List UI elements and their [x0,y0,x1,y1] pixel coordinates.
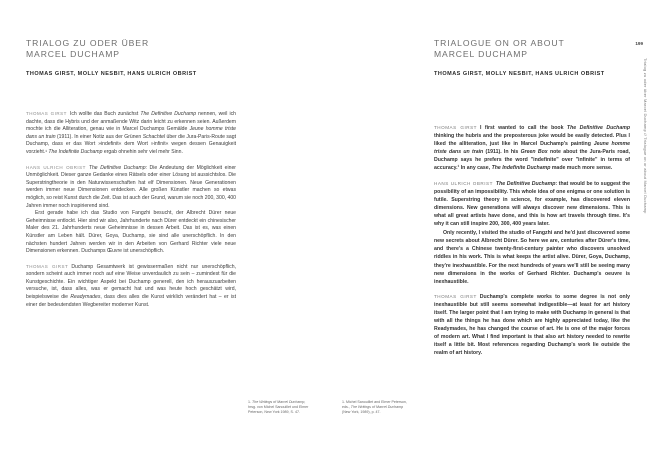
running-header-vertical: Trialog zu oder über Marcel Duchamp // Trialogue on or about Marcel Duchamp [643,58,648,214]
text-run: thinking the hubris and the preposterous joke would be easily detected. Plus I liked the alliteration, just like in Marcel Duchamp's painting [434,133,630,148]
italic-title: The Definitive Duchamp [495,180,556,187]
italic-title: The Indefinite Duchamp [48,148,103,155]
left-footnote [248,400,310,414]
left-page-title [26,38,149,60]
left-paragraph-4 [26,263,236,310]
text-run: : Die Andeutung der Möglichkeit einer Unmöglichkeit. Dieser ganze Gedanke eines Rätsels oder einer Lösung ist aussichtslos. Die Superstringtheorie in den Naturwissenschaften hat elf Dimensionen. Neue Generationen werden immer neue Dimensionen entdecken. Alle großen Künstler machen so etwas möglich, so reist Kunst durch die Zeit. Das ist auch der Grund, warum sie noch 200, 300, 400 Jahren immer noch inspirierend sind. [26,164,237,209]
text-run: Duchamp's complete works to some degree is not only inexhaustible but still seems somewhat indigestible—at least for art history itself. The larger point that I am trying to make with Duchamp in general is that with all the things he has done which are highly appreciated today, like the Readymades, he has changed the course of art. He is one of the major forces of modern art. What I find important is that also art history needed to rewrite itself a little bit. Most references regarding Duchamp's work lie outside the realm of art history. [434,293,630,357]
italic-title: Jeune homme triste dans un train [434,141,631,156]
left-paragraph-1 [26,110,236,157]
speaker-label: HANS ULRICH OBRIST [26,164,86,170]
right-footnote [342,400,412,414]
italic-title: Schachtel [142,133,166,140]
speaker-label: THOMAS GIRST [434,293,477,299]
text-run: I first wanted to call the book [479,125,567,131]
italic-title: The Definitive Duchamp [566,125,630,131]
italic-title: Green Box [520,149,548,156]
left-title-line-1: TRIALOG ZU ODER ÜBER [26,38,150,48]
italic-title: The Definitive Duchamp [140,111,197,117]
left-authors: THOMAS GIRST, MOLLY NESBIT, HANS ULRICH OBRIST [26,71,197,77]
speaker-label: THOMAS GIRST [434,125,477,130]
text-run: nennen, weil ich dachte, dass die Hybris und der anmaßende Witz darin leicht zu erkennen seien. Außerdem mochte ich die Alliteration, genau wie in Marcel Duchamps Gemälde [26,111,236,133]
right-title-line-1: TRIALOGUE ON OR ABOUT [434,38,565,48]
text-run: 1. Michel Sanouillet and Elmer Peterson, eds., [342,400,407,409]
italic-title: Readymades [70,294,101,301]
right-page-title [434,38,565,60]
italic-title: The Indefinite Duchamp [491,165,551,172]
italic-title: Jeune homme triste dans un train [26,126,236,140]
italic-title: The Definitive Duchamp [88,164,146,171]
text-run: über die Jura-Paris-Route sagt Duchamp, dass er das Wort »indefinit« dem Wort »infinit« wegen dessen Genauigkeit vorzieht.¹ [26,133,237,155]
left-body-column [26,110,236,316]
right-paragraph-4 [434,293,630,358]
text-run: , dass dies alles die Kunst wirklich verändert hat – er ist einer der bedeutendsten Wegbereiter moderner Kunst. [26,294,236,308]
text-run: 1. [248,400,252,404]
right-title-line-2: MARCEL DUCHAMP [434,49,528,59]
speaker-label: THOMAS GIRST [26,263,69,269]
left-paragraph-2 [26,164,236,211]
italic-title: The Writings of Marcel Duchamp [350,404,404,409]
text-run: Ich wollte das Buch zunächst [69,111,141,117]
text-run: Duchamp Gesamtwerk ist gewissermaßen nicht nur unerschöpflich, sondern scheint auch immer noch auf eine Weise unverdaulich zu sein – zumindest für die Kunstgeschichte. Ein wichtiger Aspekt bei Duchamp generell, den ich herauszuarbeiten versuche, ist, dass alles, was er gemacht hat und was heute hoch geschätzt wird, beispielsweise die [26,263,236,301]
text-run: , hrsg. von Michel Sanouillet und Elmer Peterson, New York 1989, S. 47. [248,400,309,414]
speaker-label: THOMAS GIRST [26,111,67,116]
right-page-english [326,0,652,460]
left-title-line-2: MARCEL DUCHAMP [26,49,120,59]
italic-title: The Writings of Marcel Duchamp [252,400,305,404]
text-run: (1911). In einer Notiz aus der Grünen [55,133,143,140]
text-run: note about the Jura-Paris road, Duchamp says he prefers the word "indefinite" over "infinite" in terms of accuracy.¹ In any case, [434,149,630,172]
right-body-column [434,124,630,365]
text-run: (New York, 1989), p. 47. [342,409,381,414]
left-paragraph-3: Erst gerade habe ich das Studio von Fangzhi besucht, der Albrecht Dürer neue Geheimnisse entlockt. Hier sind wir also, Jahrhunderte nach Dürer entdeckt ein chinesischer Maler des 21. Jahrhunderts neue Geheimnisse in dessen Arbeit. Das ist es, was einen Künstler am Leben hält. Dürer, Goya, Duchamp, sie sind alle unerschöpflich. In den nächsten hundert Jahren werden wir in den Arbeiten von Gerhard Richter viele neue Dimensionen erkennen. Duchamps Œuvre ist unerschöpflich. [26,210,236,255]
text-run: made much more sense. [550,165,613,172]
text-run: : that would be to suggest the possibility of an impossibility. This whole idea of one enigma or one solution is futile. Superstring theory in science, for example, has discovered eleven dimensions. New generations will always discover new dimensions. This is what all great artists have done, and this is how art travels through time. It's why it can still inspire 200, 300, 400 years later. [434,180,630,228]
text-run: (1911). In his [483,149,521,156]
right-paragraph-1 [434,124,630,173]
right-paragraph-3: Only recently, I visited the studio of Fangzhi and he'd just discovered some new secrets about Albrecht Dürer. So here we are, centuries after Dürer's time, and there's a Chinese twenty-first-century painter who discovers unsolved riddles in his work. This is what keeps the artist alive. Dürer, Goya, Duchamp, they're inexhaustible. For the next hundreds of years we'll still be seeing many new dimensions in the works of Gerhard Richter. Duchamp's oeuvre is inexhaustible. [434,230,630,285]
right-authors: THOMAS GIRST, MOLLY NESBIT, HANS ULRICH OBRIST [434,71,605,77]
page-number: 199 [635,41,643,46]
right-paragraph-2 [434,180,630,229]
text-run: ergab ohnehin sehr viel mehr Sinn. [102,148,183,155]
speaker-label: HANS ULRICH OBRIST [434,180,493,186]
